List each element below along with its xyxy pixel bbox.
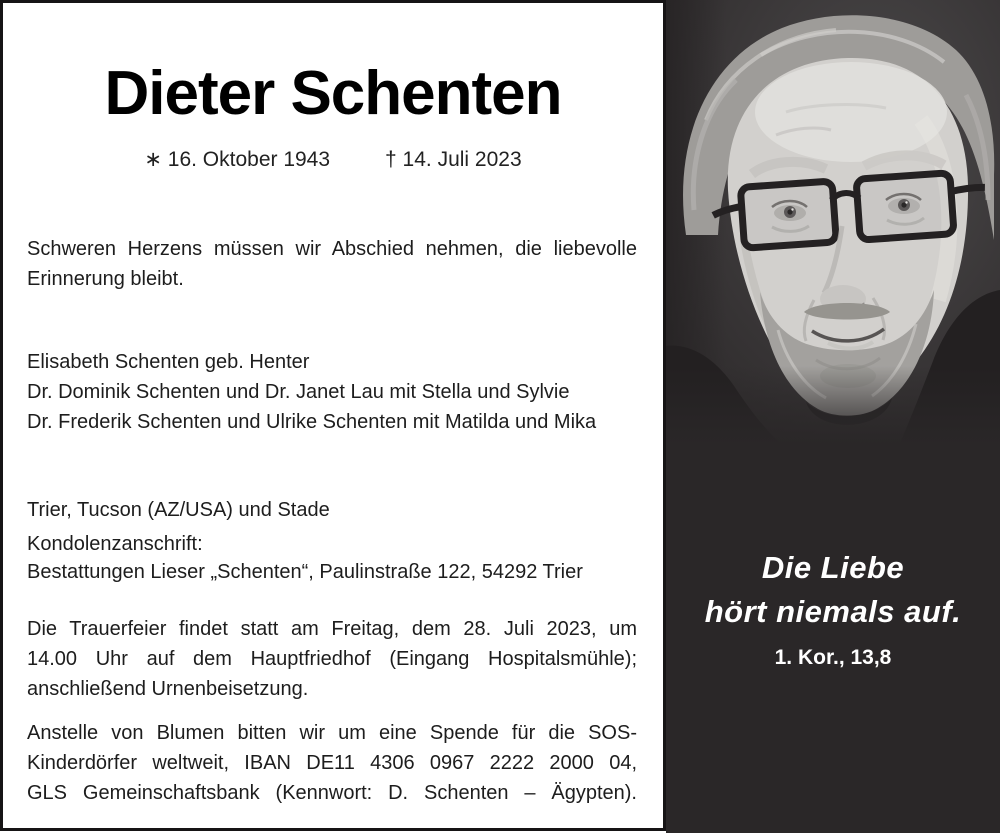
quote-line: hört niemals auf. bbox=[704, 594, 962, 629]
condolence-address bbox=[27, 557, 637, 587]
mourners-list bbox=[27, 347, 637, 437]
birth-date: ∗ 16. Oktober 1943 bbox=[144, 148, 331, 171]
mourner-line: Elisabeth Schenten geb. Henter bbox=[27, 351, 310, 373]
places-line bbox=[27, 495, 637, 525]
condolence-address-text: Bestattungen Lieser „Schenten“, Paulinstraße 122, 54292 Trier bbox=[27, 561, 583, 583]
mourner-line: Dr. Dominik Schenten und Dr. Janet Lau mit Stella und Sylvie bbox=[27, 381, 570, 403]
life-dates bbox=[3, 147, 663, 173]
death-date: † 14. Juli 2023 bbox=[385, 148, 522, 171]
funeral-line: Die Trauerfeier findet statt am Freitag, dem 28. Juli 2023, um bbox=[27, 618, 637, 640]
donation-paragraph bbox=[27, 718, 637, 808]
places-text: Trier, Tucson (AZ/USA) und Stade bbox=[27, 499, 330, 521]
funeral-paragraph bbox=[27, 614, 637, 704]
mourner-line: Dr. Frederik Schenten und Ulrike Schenten mit Matilda und Mika bbox=[27, 411, 597, 433]
condolence-label bbox=[27, 529, 637, 559]
condolence-label-text: Kondolenzanschrift: bbox=[27, 533, 203, 555]
donation-line: GLS Gemeinschaftsbank (Kennwort: D. Schenten – Ägypten). bbox=[27, 782, 637, 804]
funeral-line: anschließend Urnenbeisetzung. bbox=[27, 678, 309, 700]
donation-line: Anstelle von Blumen bitten wir um eine Spende für die SOS- bbox=[27, 722, 637, 744]
intro-line: Erinnerung bleibt. bbox=[27, 268, 184, 290]
bible-quote bbox=[666, 546, 1000, 670]
intro-paragraph bbox=[27, 234, 637, 294]
intro-line: Schweren Herzens müssen wir Abschied nehmen, die liebevolle bbox=[27, 238, 637, 260]
donation-line: Kinderdörfer weltweit, IBAN DE11 4306 0967 2222 2000 04, bbox=[27, 752, 637, 774]
quote-line: Die Liebe bbox=[761, 550, 905, 585]
memorial-panel bbox=[666, 0, 1000, 833]
quote-source: 1. Kor., 13,8 bbox=[774, 646, 892, 669]
deceased-name: Dieter Schenten bbox=[104, 59, 562, 128]
portrait-photo bbox=[666, 0, 1000, 446]
funeral-line: 14.00 Uhr auf dem Hauptfriedhof (Eingang Hospitalsmühle); bbox=[27, 648, 637, 670]
